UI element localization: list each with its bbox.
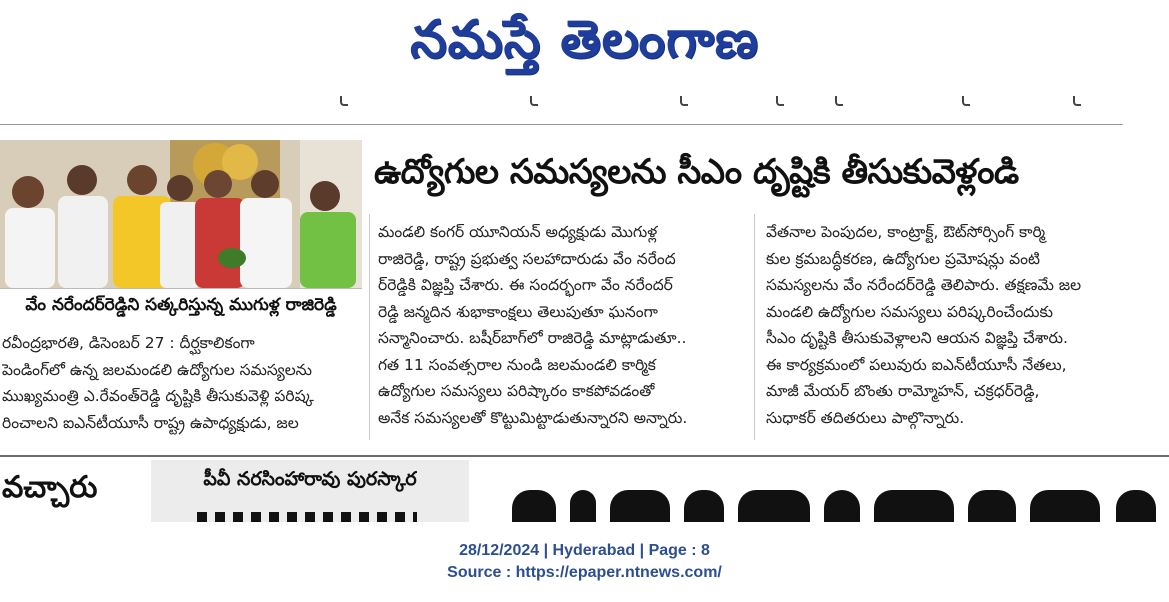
article-line: సుధాకర్ తదితరులు పాల్గొన్నారు.: [766, 408, 965, 427]
article-line: ముఖ్యమంత్రి ఎ.రేవంత్‌రెడ్డి దృష్టికి తీసుకువెళ్లి పరిష్క: [2, 387, 314, 405]
photo-caption: [0, 288, 362, 325]
cut-text-fragment: [197, 512, 417, 522]
column-divider: [369, 214, 370, 440]
adjacent-article-box-title: పీవీ నరసింహారావు పురస్కార: [203, 468, 417, 490]
article-line: మండలి కంగర్ యూనియన్ అధ్యక్షుడు మొగుళ్ల: [378, 223, 658, 241]
column-divider: [754, 214, 755, 440]
article-column-right: [766, 219, 1128, 431]
article-line: అనేక సమస్యలతో కొట్టుమిట్టాడుతున్నారని అన్నారు.: [378, 408, 688, 427]
article-line: ఈ కార్యక్రమంలో పలువురు ఐఎన్‌టీయూసీ నేతలు,: [766, 355, 1067, 374]
top-divider: [0, 124, 1123, 125]
article-line: కుల క్రమబద్ధీకరణ, ఉద్యోగుల ప్రమోషన్లు వంటి: [766, 249, 1040, 268]
article-line: సమస్యలను వేం నరేందర్‌రెడ్డి తెలిపారు. తక్షణమే జల: [766, 276, 1082, 294]
masthead: [0, 0, 1169, 92]
news-photo: [0, 140, 362, 288]
article-line: ఉద్యోగుల సమస్యలు పరిష్కారం కాకపోవడంతో: [378, 382, 655, 400]
article-line: సన్మానించారు. బషీర్‌బాగ్‌లో రాజిరెడ్డి మాట్లాడుతూ..: [378, 329, 687, 347]
article-line: రెడ్డి జన్మదిన శుభాకాంక్షలు తెలుపుతూ ఘనంగా: [378, 302, 658, 321]
footer-date-page: 28/12/2024 | Hyderabad | Page : 8: [459, 542, 710, 559]
footer-source-link[interactable]: Source : https://epaper.ntnews.com/: [447, 564, 722, 581]
article-line: వేతనాల పెంపుదల, కాంట్రాక్ట్, ఔట్‌సోర్సింగ్ కార్మి: [766, 223, 1046, 241]
article-line: రాజిరెడ్డి, రాష్ట్ర ప్రభుత్వ సలహాదారుడు వేం నరేంద: [378, 249, 676, 268]
article-line: రించాలని ఐఎన్‌టీయూసీ రాష్ట్ర ఉపాధ్యక్షుడు, జల: [2, 413, 299, 432]
adjacent-article-fragment: వచ్చారు: [2, 470, 98, 505]
article-line: ర్‌రెడ్డికి విజ్ఞప్తి చేశారు. ఈ సందర్భంగా వేం నరేందర్: [378, 276, 673, 294]
article-line: సీఎం దృష్టికి తీసుకువెళ్లాలని ఆయన విజ్ఞప్తి చేశారు.: [766, 329, 1068, 347]
article-line: మండలి ఉద్యోగుల సమస్యలు పరిష్కరించేందుకు: [766, 302, 1053, 321]
article-line: గత 11 సంవత్సరాల నుండి జలమండలి కార్మిక: [378, 355, 656, 374]
bottom-divider: [0, 455, 1169, 457]
article-column-middle: [378, 219, 738, 431]
photo-caption-text: వేం నరేందర్‌రెడ్డిని సత్కరిస్తున్న ముగుళ్ల రాజిరెడ్డి: [25, 295, 337, 315]
article-column-left: [2, 330, 360, 436]
article-line: రవీంద్రభారతి, డిసెంబర్ 27 : దీర్ఘకాలికంగా: [2, 334, 255, 352]
newspaper-logo: నమస్తే తెలంగాణ: [410, 9, 759, 70]
adjacent-article-box: [151, 460, 469, 522]
cut-text-strip: [0, 96, 1169, 110]
article-headline: [374, 146, 1134, 206]
article-line: మాజీ మేయర్ బొంతు రామ్మోహన్, చక్రధర్‌రెడ్డి,: [766, 382, 1040, 400]
cut-headline-fragment: [512, 490, 1169, 522]
group-photo-illustration: [0, 140, 362, 288]
article-line: పెండింగ్‌లో ఉన్న జలమండలి ఉద్యోగుల సమస్యలను: [2, 360, 312, 379]
page-footer: [0, 522, 1169, 602]
article-headline-text: ఉద్యోగుల సమస్యలను సీఎం దృష్టికి తీసుకువెళ్లండి: [374, 152, 1019, 192]
